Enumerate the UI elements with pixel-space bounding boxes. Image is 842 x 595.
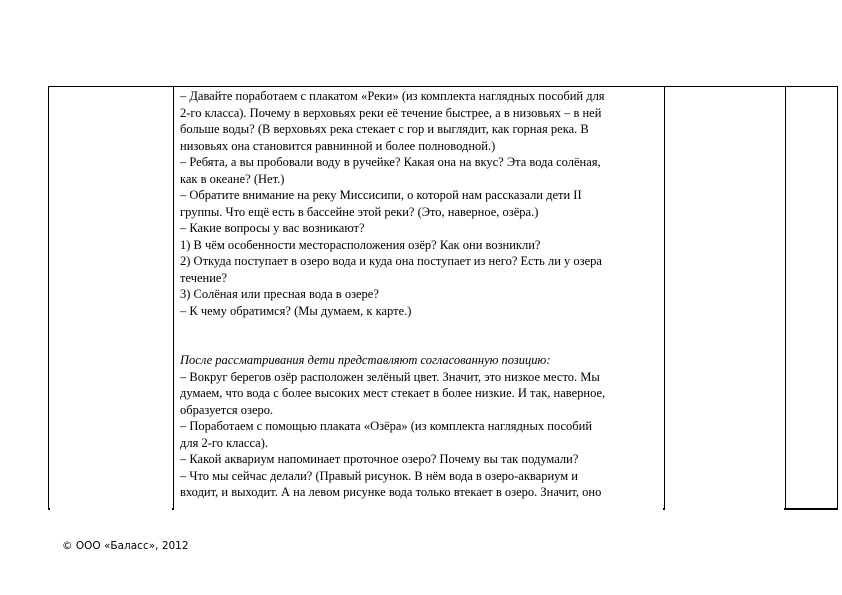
- table-bottom-segment: [48, 508, 50, 510]
- blank-space: [180, 319, 658, 352]
- text-line: образуется озеро.: [180, 402, 274, 417]
- column-divider: [785, 87, 786, 508]
- table-bottom-segment: [663, 508, 665, 510]
- text-line: 1) В чём особенности месторасположения озёр? Как они возникли?: [180, 237, 541, 252]
- text-line: – Какой аквариум напоминает проточное озеро? Почему вы так подумали?: [180, 452, 579, 466]
- text-line: – Вокруг берегов озёр расположен зелёный цвет. Значит, это низкое место. Мы: [180, 369, 600, 384]
- table-bottom-segment: [784, 508, 838, 510]
- italic-heading: После рассматривания дети представляют согласованную позицию:: [180, 353, 551, 367]
- text-line: течение?: [180, 270, 228, 285]
- text-line: 3) Солёная или пресная вода в озере?: [180, 287, 379, 301]
- text-line: 2-го класса). Почему в верховьях реки её течение быстрее, а в низовьях – в ней: [180, 105, 602, 120]
- lesson-text-cell: [180, 88, 658, 501]
- text-line: – Обратите внимание на реку Миссисипи, о которой нам рассказали дети II: [180, 188, 582, 202]
- text-line: – Поработаем с помощью плаката «Озёра» (из комплекта наглядных пособий: [180, 419, 593, 433]
- text-line: больше воды? (В верховьях река стекает с гор и выглядит, как горная река. В: [180, 122, 589, 136]
- text-line: – Какие вопросы у вас возникают?: [180, 221, 365, 235]
- text-line: думаем, что вода с более высоких мест стекает в более низкие. И так, наверное,: [180, 386, 606, 400]
- text-line: низовьях она становится равнинной и более полноводной.): [180, 138, 496, 153]
- text-line: для 2-го класса).: [180, 435, 269, 450]
- text-line: – Что мы сейчас делали? (Правый рисунок. В нём вода в озеро-аквариум и: [180, 468, 578, 483]
- column-divider: [173, 87, 174, 508]
- text-line: входит, и выходит. А на левом рисунке вода только втекает в озеро. Значит, оно: [180, 485, 602, 499]
- text-line: группы. Что ещё есть в бассейне этой реки? (Это, наверное, озёра.): [180, 204, 539, 219]
- text-line: как в океане? (Нет.): [180, 171, 285, 186]
- text-line: – Давайте поработаем с плакатом «Реки» (из комплекта наглядных пособий для: [180, 89, 605, 103]
- copyright-footer: © ООО «Баласс», 2012: [62, 540, 189, 552]
- text-line: 2) Откуда поступает в озеро вода и куда она поступает из него? Есть ли у озера: [180, 254, 602, 268]
- text-line: – Ребята, а вы пробовали воду в ручейке? Какая она на вкус? Эта вода солёная,: [180, 155, 601, 169]
- table-bottom-segment: [172, 508, 174, 510]
- text-line: – К чему обратимся? (Мы думаем, к карте.): [180, 303, 412, 318]
- column-divider: [664, 87, 665, 508]
